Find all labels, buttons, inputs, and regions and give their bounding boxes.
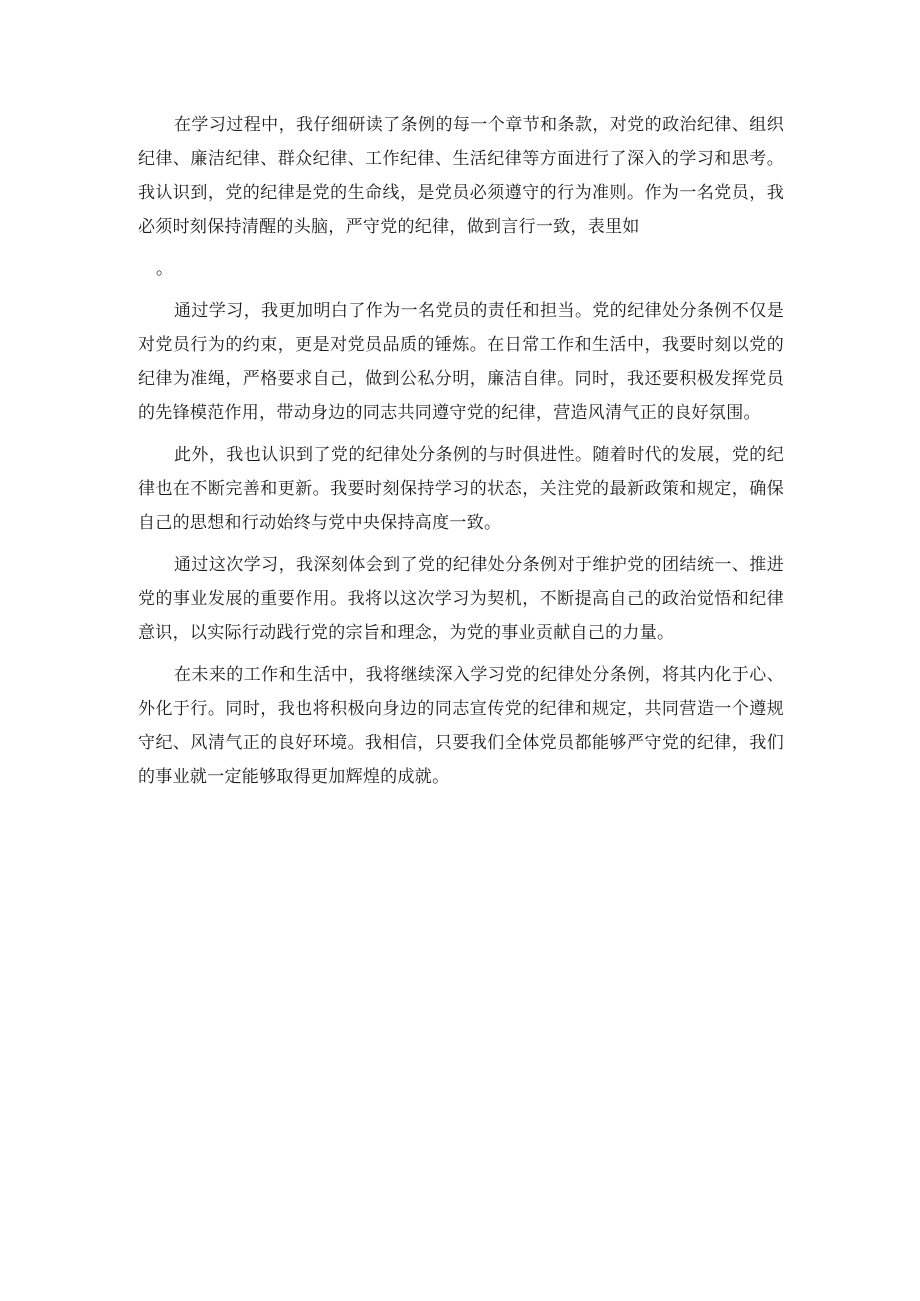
paragraph-3: 此外，我也认识到了党的纪律处分条例的与时俱进性。随着时代的发展，党的纪律也在不断完善和更新。我要时刻保持学习的状态，关注党的最新政策和规定，确保自己的思想和行动始终与党中央保持高度一致。 [138, 445, 784, 533]
document-body [138, 108, 784, 802]
paragraph-fragment: 。 [156, 259, 174, 279]
paragraph-2: 通过学习，我更加明白了作为一名党员的责任和担当。党的纪律处分条例不仅是对党员行为的约束，更是对党员品质的锤炼。在日常工作和生活中，我要时刻以党的纪律为准绳，严格要求自己，做到公私分明，廉洁自律。同时，我还要积极发挥党员的先锋模范作用，带动身边的同志共同遵守党的纪律，营造风清气正的良好氛围。 [138, 301, 784, 423]
paragraph-5: 在未来的工作和生活中，我将继续深入学习党的纪律处分条例，将其内化于心、外化于行。同时，我也将积极向身边的同志宣传党的纪律和规定，共同营造一个遵规守纪、风清气正的良好环境。我相信，只要我们全体党员都能够严守党的纪律，我们的事业就一定能够取得更加辉煌的成就。 [138, 665, 784, 787]
paragraph-1: 在学习过程中，我仔细研读了条例的每一个章节和条款，对党的政治纪律、组织纪律、廉洁纪律、群众纪律、工作纪律、生活纪律等方面进行了深入的学习和思考。我认识到，党的纪律是党的生命线，是党员必须遵守的行为准则。作为一名党员，我必须时刻保持清醒的头脑，严守党的纪律，做到言行一致，表里如 [138, 115, 784, 237]
paragraph-4: 通过这次学习，我深刻体会到了党的纪律处分条例对于维护党的团结统一、推进党的事业发展的重要作用。我将以这次学习为契机，不断提高自己的政治觉悟和纪律意识，以实际行动践行党的宗旨和理念，为党的事业贡献自己的力量。 [138, 555, 784, 643]
